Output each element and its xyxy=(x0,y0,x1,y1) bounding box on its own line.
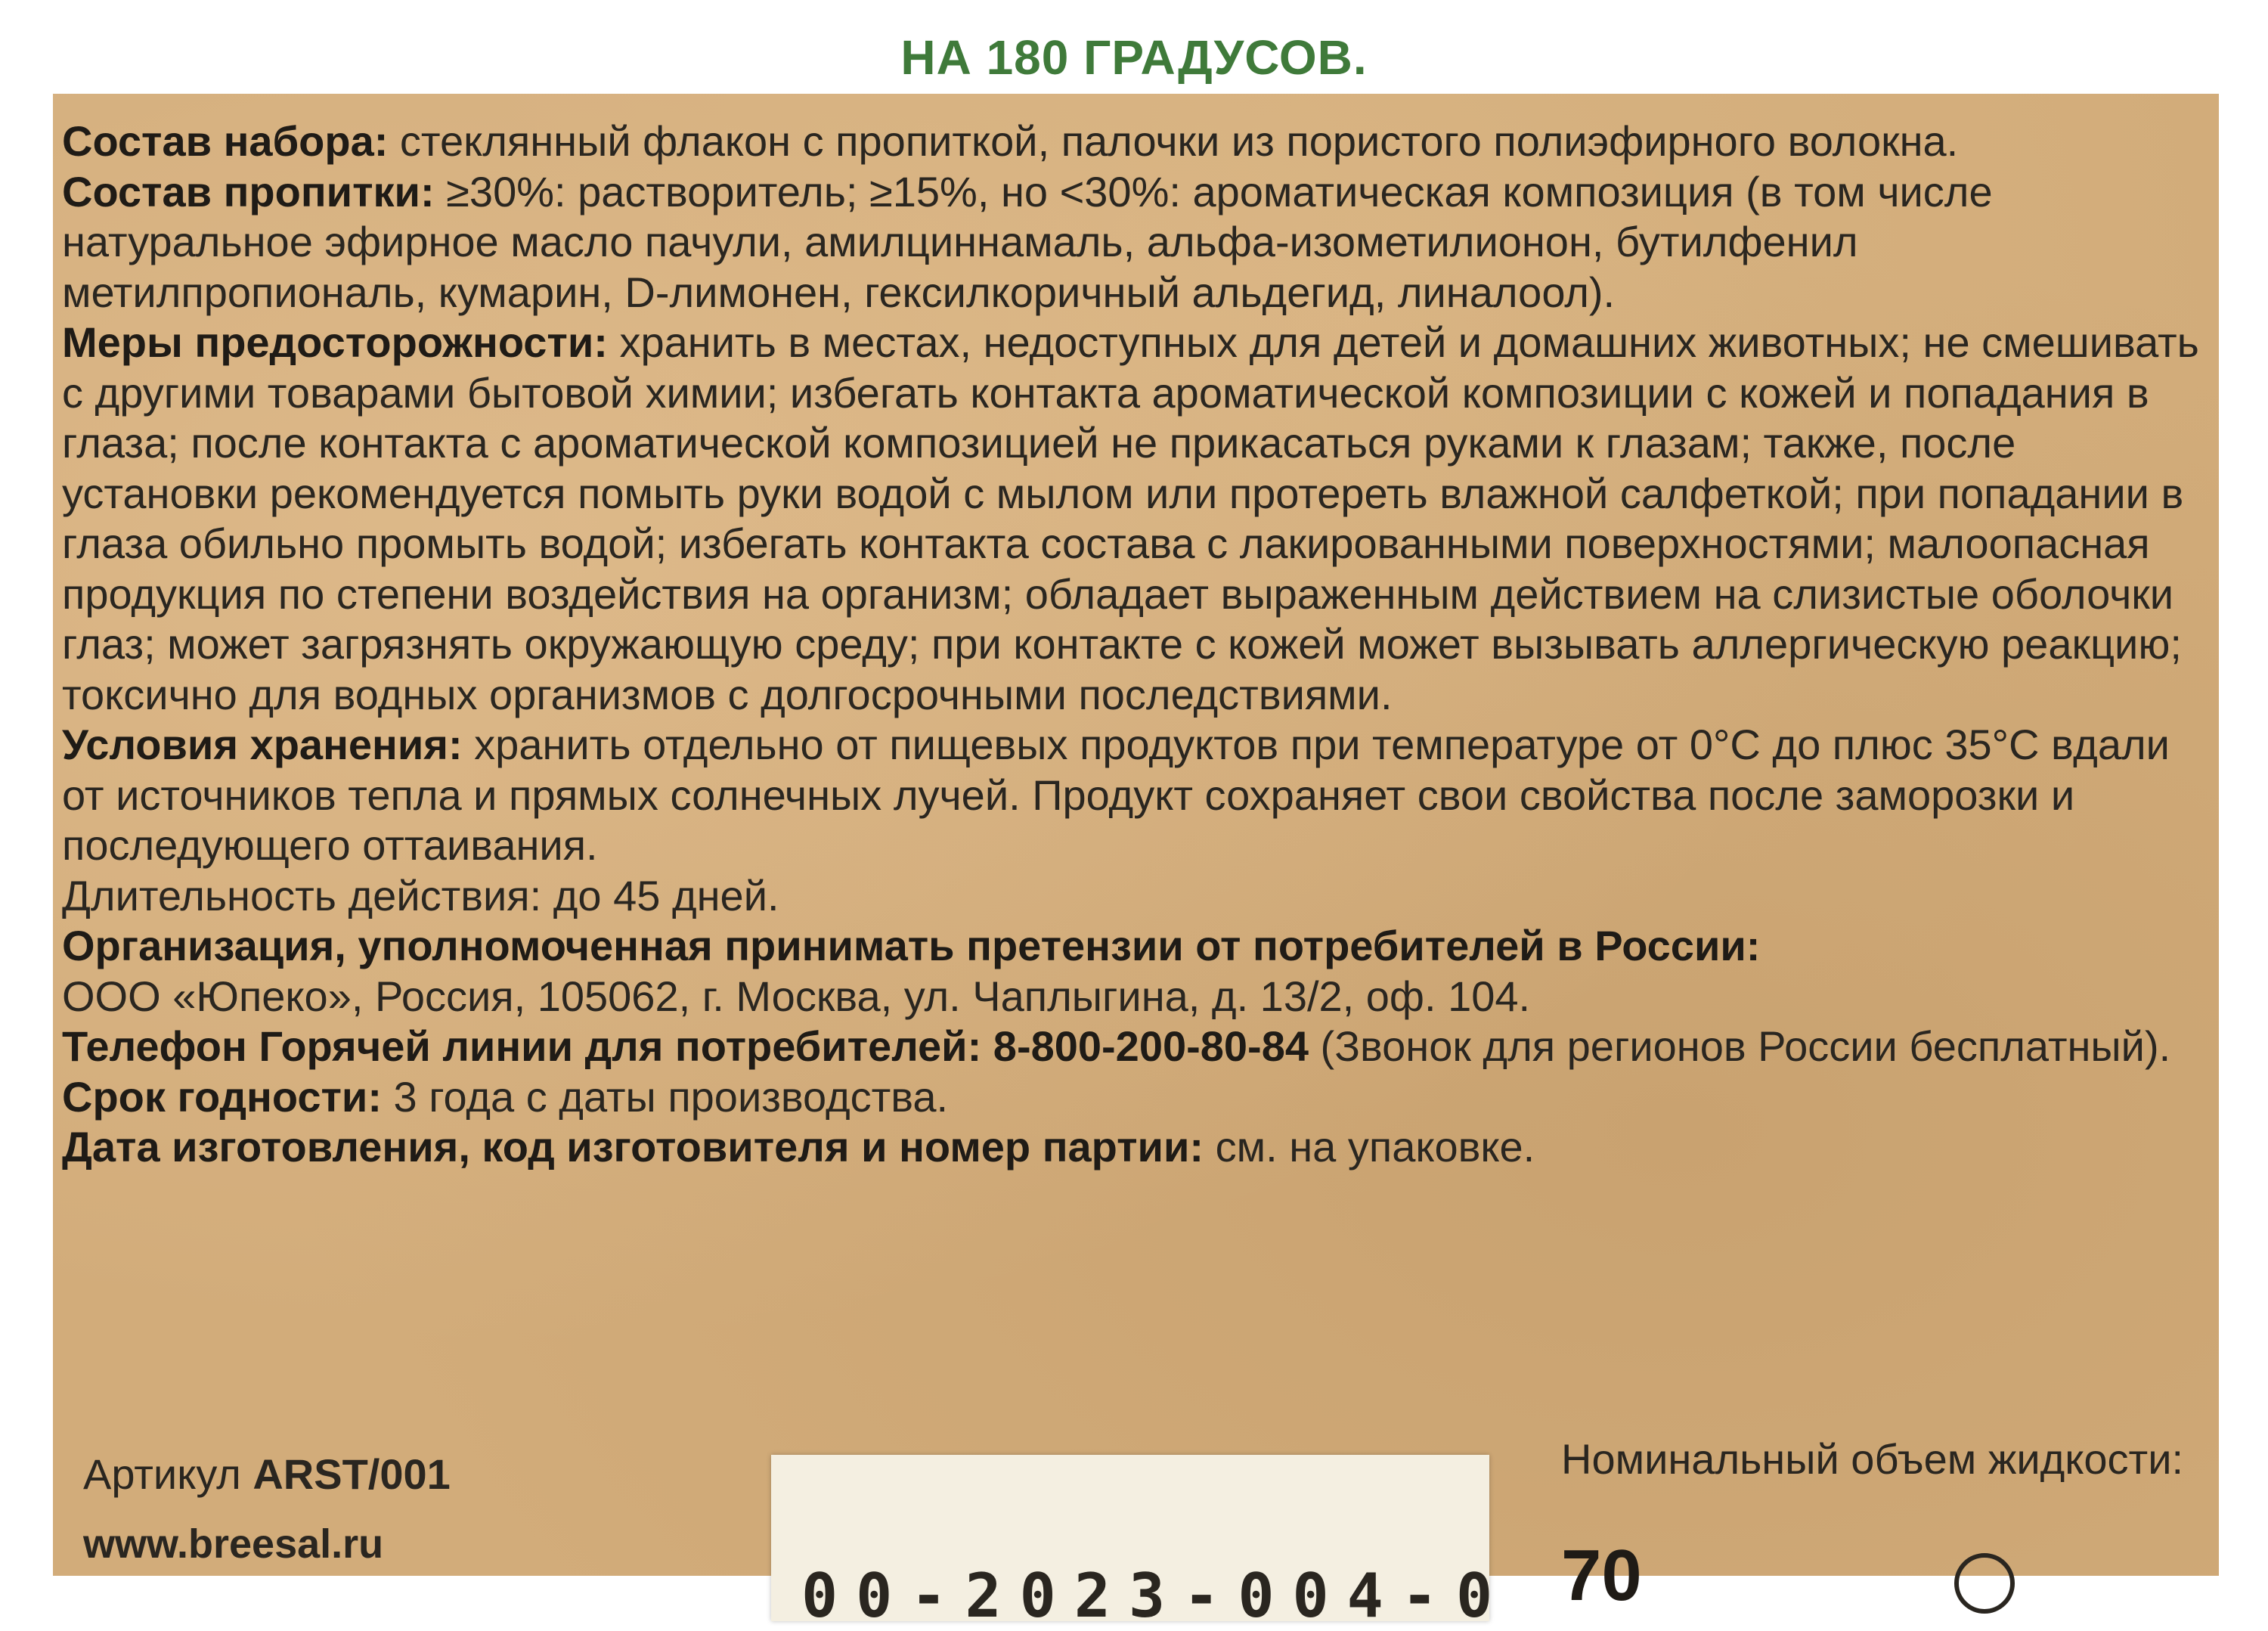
volume-label: Номинальный объем жидкости: xyxy=(1561,1435,2184,1483)
impregnation-label: Состав пропитки: xyxy=(62,167,435,216)
hotline-phone: 8-800-200-80-84 xyxy=(981,1022,1309,1070)
label-text-block xyxy=(62,116,2209,1173)
sticker-code: 00-2023-004-0 xyxy=(801,1561,1511,1631)
manufacture-date xyxy=(62,1122,2209,1173)
precautions-text: хранить в местах, недоступных для детей и домашних животных; не смешивать с другими товарами бытовой химии; избегать контакта ароматической композиции с кожей и попадания в глаза; после контакта с ароматической композицией не прикасаться руками к глазам; также, после установки рекомендуется помыть руки водой с мылом или протереть влажной салфеткой; при попадании в глаза обильно промыть водой; избегать контакта состава с лакированными поверхностями; малоопасная продукция по степени воздействия на организм; обладает выраженным действием на слизистые оболочки глаз; может загрязнять окружающую среду; при контакте с кожей может вызывать аллергическую реакцию; токсично для водных организмов с долгосрочными последствиями. xyxy=(62,318,2199,718)
storage-conditions xyxy=(62,720,2209,871)
article-label: Артикул xyxy=(83,1450,253,1498)
estimated-sign-icon xyxy=(1954,1553,2015,1614)
website-link: www.breesal.ru xyxy=(83,1521,384,1567)
organization-text: ООО «Юпеко», Россия, 105062, г. Москва, ул. Чаплыгина, д. 13/2, оф. 104. xyxy=(62,972,1531,1020)
volume-value: 70 xyxy=(1561,1535,1642,1616)
precautions-label: Меры предосторожности: xyxy=(62,318,608,366)
organization-label: Организация, уполномоченная принимать претензии от потребителей в России: xyxy=(62,922,1761,969)
product-label-card xyxy=(53,94,2219,1631)
shelf-life-label: Срок годности: xyxy=(62,1072,382,1121)
manufacture-date-text: см. на упаковке. xyxy=(1204,1123,1535,1171)
impregnation-composition xyxy=(62,167,2209,318)
organization-info xyxy=(62,921,2209,1022)
hotline-label: Телефон Горячей линии для потребителей: xyxy=(62,1022,982,1070)
hotline-info xyxy=(62,1022,2209,1072)
impregnation-text: ≥30%: растворитель; ≥15%, но <30%: ароматическая композиция (в том числе натуральное эфирное масло пачули, амилциннамаль, альфа-изометилионон, бутилфенил метилпропиональ, кумарин, D-лимонен, гексилкоричный альдегид, линалоол). xyxy=(62,167,1993,316)
set-composition-label: Состав набора: xyxy=(62,117,389,165)
manufacture-date-label: Дата изготовления, код изготовителя и номер партии: xyxy=(62,1123,1204,1171)
set-composition-text: стеклянный флакон с пропиткой, палочки из пористого полиэфирного волокна. xyxy=(388,117,1959,165)
shelf-life xyxy=(62,1072,2209,1123)
set-composition xyxy=(62,116,2209,167)
shelf-life-text: 3 года с даты производства. xyxy=(381,1072,949,1121)
hotline-text: (Звонок для регионов России бесплатный). xyxy=(1309,1022,2171,1070)
article-line xyxy=(83,1440,451,1509)
batch-sticker xyxy=(771,1455,1511,1631)
action-duration: Длительность действия: до 45 дней. xyxy=(62,871,779,919)
page-heading: НА 180 ГРАДУСОВ. xyxy=(900,30,1368,85)
storage-text: хранить отдельно от пищевых продуктов при температуре от 0°С до плюс 35°С вдали от источников тепла и прямых солнечных лучей. Продукт сохраняет свои свойства после заморозки и последующего оттаивания. xyxy=(62,721,2170,869)
storage-label: Условия хранения: xyxy=(62,721,463,768)
precautions xyxy=(62,318,2209,720)
article-value: ARST/001 xyxy=(253,1450,451,1498)
footer-left xyxy=(83,1440,451,1579)
